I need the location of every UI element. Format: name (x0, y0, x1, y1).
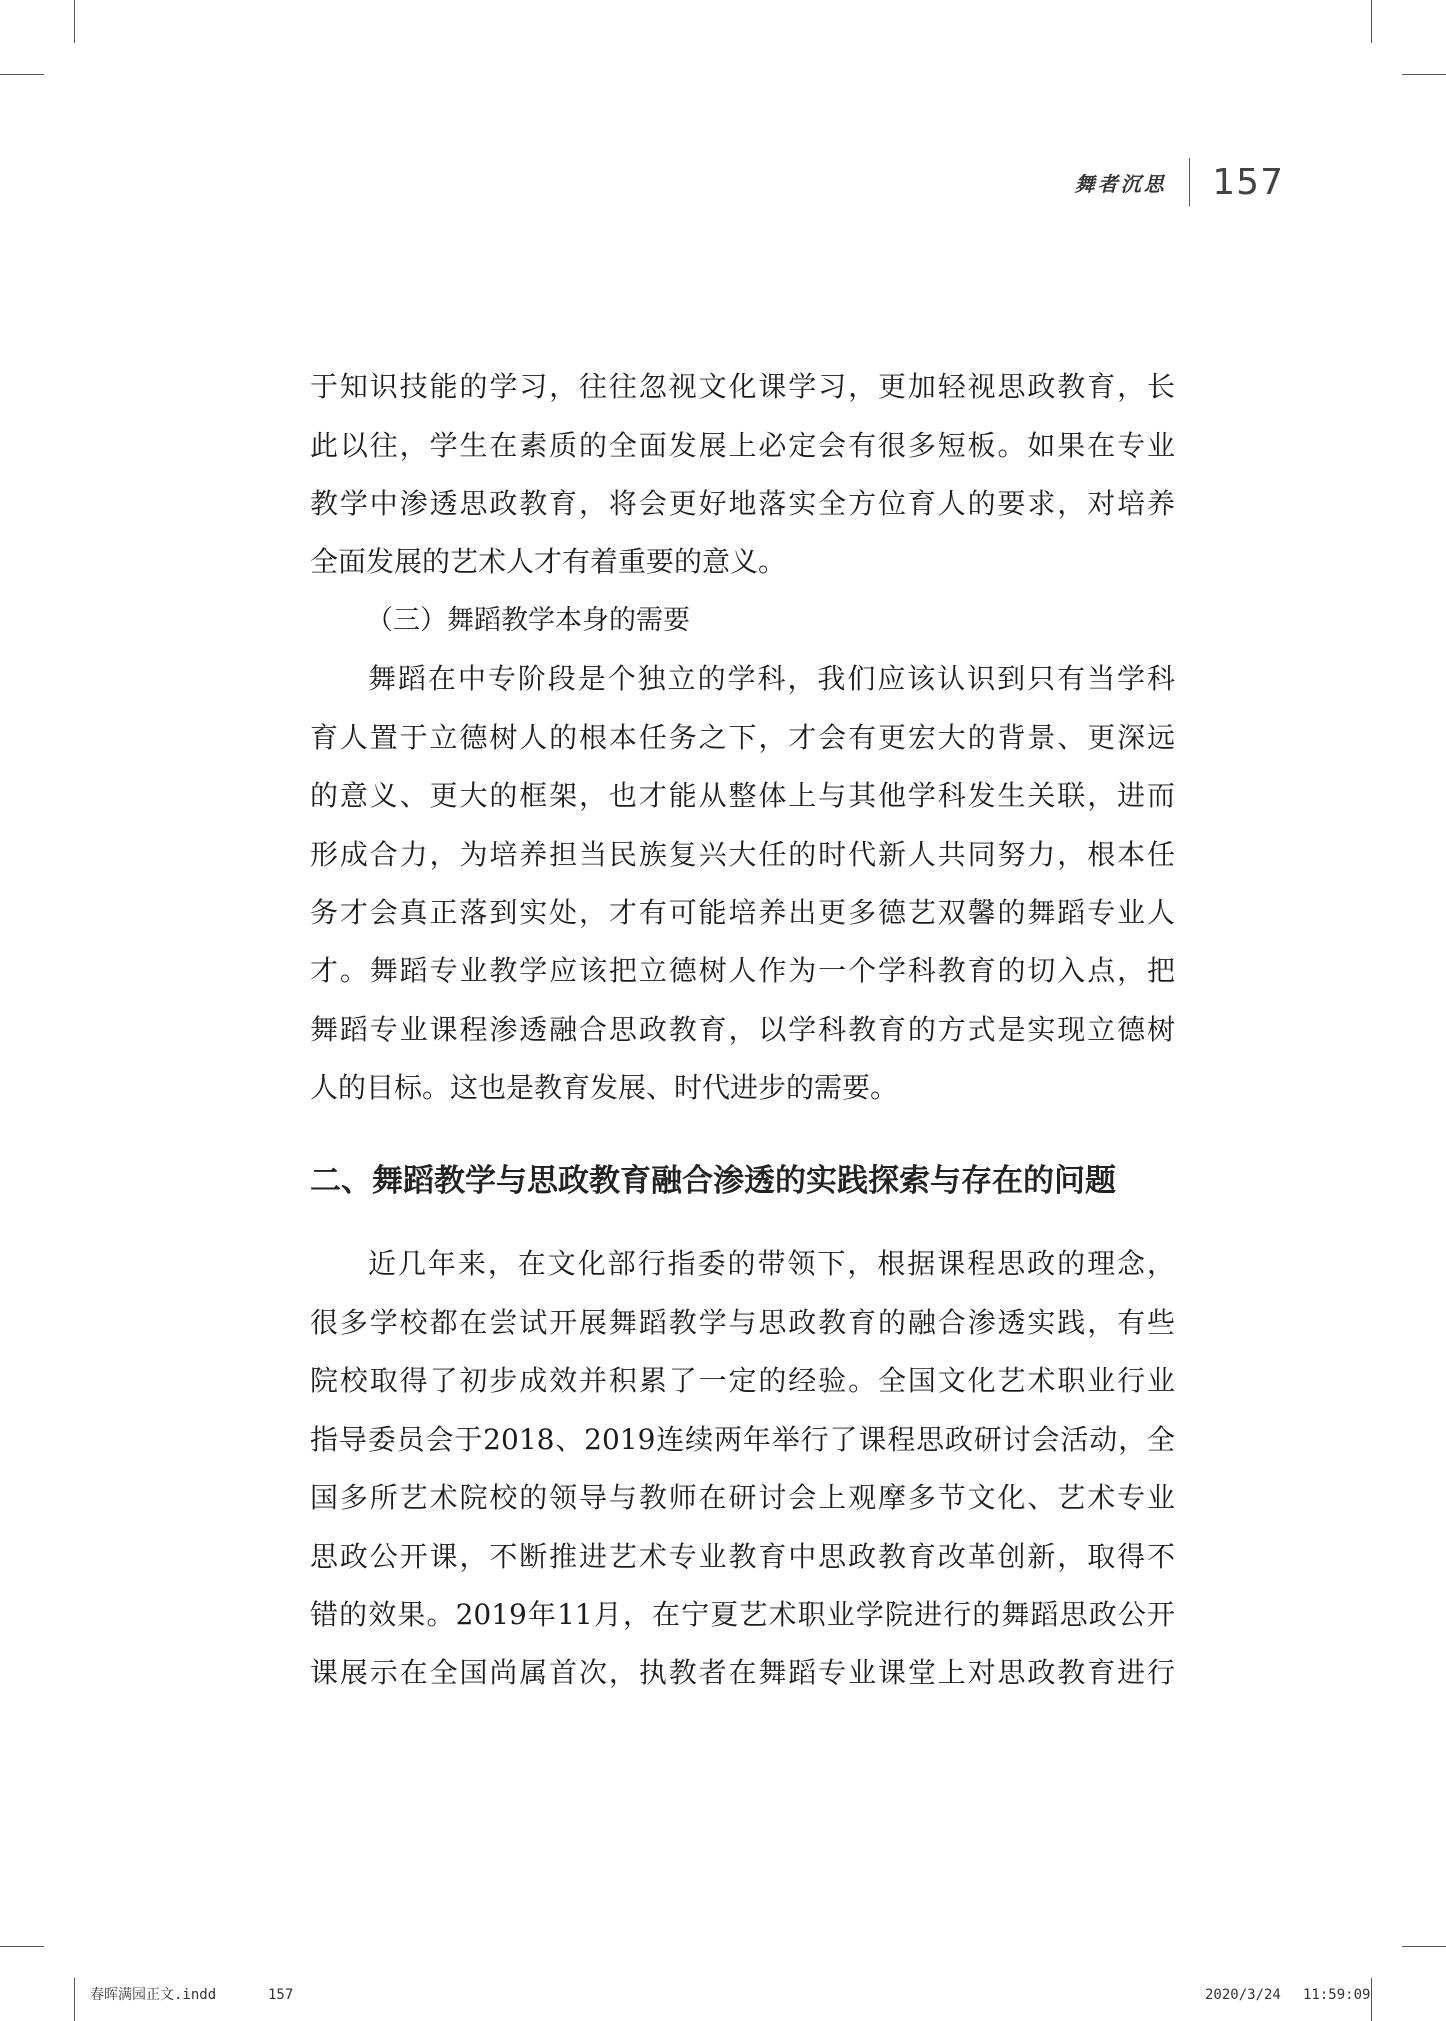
paragraph-line: 错的效果。2019年11月，在宁夏艺术职业学院进行的舞蹈思政公开 (310, 1598, 1175, 1631)
crop-mark-top-left (74, 0, 75, 43)
paragraph-line: 院校取得了初步成效并积累了一定的经验。全国文化艺术职业行业 (310, 1364, 1175, 1397)
section-heading: 二、舞蹈教学与思政教育融合渗透的实践探索与存在的问题 (310, 1163, 1116, 1199)
paragraph-line: 近几年来，在文化部行指委的带领下，根据课程思政的理念， (368, 1247, 1175, 1280)
paragraph-line: 课展示在全国尚属首次，执教者在舞蹈专业课堂上对思政教育进行 (310, 1656, 1175, 1689)
paragraph-line: 此以往，学生在素质的全面发展上必定会有很多短板。如果在专业 (310, 429, 1175, 462)
paragraph-line: 舞蹈在中专阶段是个独立的学科，我们应该认识到只有当学科 (368, 662, 1175, 695)
crop-mark-bottom-right (1371, 1978, 1372, 2021)
crop-mark-bottom-left-h (0, 1946, 44, 1947)
running-header (1075, 158, 1284, 206)
paragraph-line: 育人置于立德树人的根本任务之下，才会有更宏大的背景、更深远 (310, 721, 1175, 754)
crop-mark-top-left-h (0, 74, 44, 75)
slug-file-name: 春晖满园正文.indd (90, 1987, 217, 2003)
crop-mark-bottom-right-h (1402, 1946, 1446, 1947)
crop-mark-bottom-left (74, 1978, 75, 2021)
paragraph-line: 指导委员会于2018、2019连续两年举行了课程思政研讨会活动，全 (310, 1423, 1175, 1456)
paragraph-line: 务才会真正落到实处，才有可能培养出更多德艺双馨的舞蹈专业人 (310, 896, 1175, 929)
crop-mark-top-right-h (1402, 74, 1446, 75)
page-number: 157 (1212, 161, 1284, 203)
running-title: 舞者沉思 (1074, 171, 1167, 196)
slug-date: 2020/3/24 (1205, 1987, 1281, 2003)
paragraph-line: 舞蹈专业课程渗透融合思政教育，以学科教育的方式是实现立德树 (310, 1013, 1175, 1046)
paragraph-line: 教学中渗透思政教育，将会更好地落实全方位育人的要求，对培养 (310, 487, 1175, 520)
slug-file-page: 157 (268, 1987, 294, 2003)
subheading: （三）舞蹈教学本身的需要 (366, 605, 690, 636)
paragraph-line: 的意义、更大的框架，也才能从整体上与其他学科发生关联，进而 (310, 779, 1175, 812)
paragraph-line: 全面发展的艺术人才有着重要的意义。 (310, 545, 787, 578)
crop-mark-top-right (1371, 0, 1372, 43)
paragraph-line: 形成合力，为培养担当民族复兴大任的时代新人共同努力，根本任 (310, 838, 1175, 871)
paragraph-line: 很多学校都在尝试开展舞蹈教学与思政教育的融合渗透实践，有些 (310, 1306, 1175, 1339)
paragraph-line: 人的目标。这也是教育发展、时代进步的需要。 (310, 1071, 899, 1104)
paragraph-line: 于知识技能的学习，往往忽视文化课学习，更加轻视思政教育，长 (310, 370, 1175, 403)
header-divider (1189, 158, 1191, 206)
paragraph-line: 才。舞蹈专业教学应该把立德树人作为一个学科教育的切入点，把 (310, 954, 1175, 987)
paragraph-line: 国多所艺术院校的领导与教师在研讨会上观摩多节文化、艺术专业 (310, 1481, 1175, 1514)
slug-time: 11:59:09 (1303, 1987, 1371, 2003)
paragraph-line: 思政公开课，不断推进艺术专业教育中思政教育改革创新，取得不 (310, 1540, 1175, 1573)
